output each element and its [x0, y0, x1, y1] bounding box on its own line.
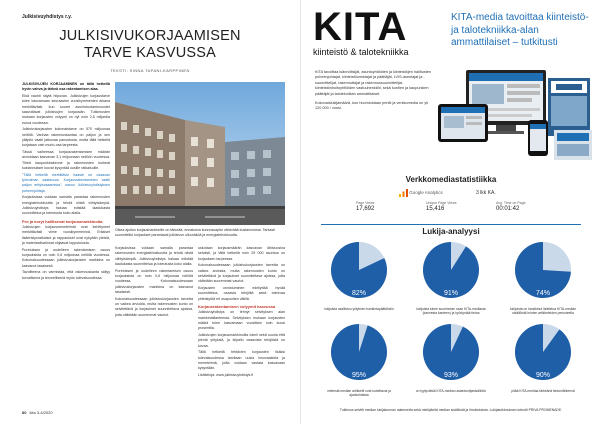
quote-paragraph: "Tällä hetkellä merkittävin haaste on osaavan työvoiman saatavuus. Korjausrakentaminen vaatii paljon erityisosaamista", sanoo Julkisivuyhdistyksen puheenjohtaja. [22, 172, 110, 193]
paragraph: Julkisivujen korjausmarkkinoilla toimii sekä suuria että pieniä yrityksiä, ja kilpailu osaavista tekijöistä on kovaa. [198, 332, 285, 348]
paragraph: Eikä vauhti näytä hiipuvan. Julkisivujen korjaustarve tulee kasvamaan seuraavien vuosikymmenten aikana merkittävästi, kun suuret asuntotuotantovuodet saavuttavat julkisivujen korjausiän. Tutkimusten mukaan korjausten volyymi on nyt noin 2,6 miljardia euroa vuodessa. [22, 94, 110, 125]
metric-label: Unique Page Views [426, 201, 457, 205]
metric-page-views [356, 201, 416, 212]
kita-logo [313, 5, 443, 57]
metric-avg-time [496, 201, 556, 212]
byline: TEKSTI: SINNA TAPANI-KARPPINEN [110, 68, 190, 73]
pie-percent-label: 95% [351, 372, 367, 379]
metric-value: 15,416 [426, 206, 445, 212]
metric-unique-page-views [426, 201, 486, 212]
pie-5 [411, 322, 491, 393]
issue-label: kita 3-4/2020 [29, 410, 53, 415]
tagline: KITA-media tavoittaa kiinteistö- ja talotekniikka-alan ammattilaiset – tutkitusti [451, 12, 589, 48]
paragraph: Puretuksen ja uudelleen rakentamisen osuus korjauksista on noin 0,6 miljoonaa neliötä vuodessa. Kokonaisuudessaan julkisivukorjausten markkina on kasvanut tasaisesti. [22, 247, 110, 268]
logo-wordmark: KITA [313, 5, 408, 49]
media-devices-image [438, 70, 596, 162]
pie-chart-82 [329, 240, 389, 300]
logo-subtitle: kiinteistö & talotekniikka [313, 47, 409, 57]
paragraph: Julkisivukorjausten kokonaistarve on 570 miljoonaa neliötä. Vanhaa rakennuskantaa on paljon ja sen ylläpito vaatii jatkuvaa panostusta, mutta tällä hetkellä korjataan vain murto-osa tarpeesta. [22, 127, 110, 148]
metric-value: 00:01:42 [496, 206, 520, 212]
paragraph: Korjausten onnistuminen edellyttää hyvää suunnittelua, osaavia tekijöitä sekä toimivaa yhteistyötä eri osapuolten välillä. [198, 286, 285, 301]
intro-paragraph: Kokonaislukijamäärä, kun huomioidaan printti ja verkkomedia on yli 120 000 / vuosi. [315, 101, 428, 111]
article-column-middle [115, 246, 193, 406]
pie-chart-74 [513, 240, 573, 300]
pie-3 [503, 240, 583, 316]
headline-line-1: JULKISIVUKORJAAMISEN [59, 28, 241, 44]
paragraph: Tavoitteena on varmistaa, että rakennuskanta säilyy turvallisena ja terveellisenä myös tulevaisuudessa. [22, 270, 110, 280]
section-label: Julkisivuyhdistys r.y. [22, 14, 72, 20]
metric-label: Avg. Time on Page [496, 201, 526, 205]
pie-4 [319, 322, 399, 398]
paragraph: Julkisivuyhdistys on tehnyt selvityksen alan markkinatilanteesta. Selvityksen mukaan korjausten määrä tulee kasvamaan vuosittain noin kuusi prosenttia. [198, 310, 285, 331]
paragraph: Kokonaisuudessaan julkisivukorjausten tarvetta on vaikea arvioida, mutta rakennusten kunto on selvitettävä ja korjaukset suunniteltava ajoissa, jotta vältetään suuremmat vauriot. [198, 263, 285, 284]
pie-2 [411, 240, 491, 316]
paragraph: uskotaan korjausmäärän kasvavan lähivuosina selvästi, ja tällä hetkellä noin 25 000 asuntoa on korjauksen tarpeessa. [198, 246, 285, 261]
pie-description: lukijoista on hankkinut lisätietoa KITA-median sisällöistä lehden artikkeleiden perusteella [509, 307, 577, 316]
paragraph: Korjauksissa voidaan samalla parantaa rakennusten energiatehokkuutta ja tehdä niistä viihtyisämpiä. Julkisivuyhdistys haluaa edistää laadukasta suunnittelua ja toteutusta koko alalla. [115, 246, 193, 266]
analytics-icon [399, 189, 408, 197]
pie-percent-label: 90% [535, 372, 551, 379]
pie-chart-95 [329, 322, 389, 382]
paragraph: Puretuksen ja uudelleen rakentamisen osuus korjauksista on noin 0,6 miljoonaa neliötä vuodessa. Kokonaisuudessaan julkisivukorjausten markkina on kasvanut tasaisesti. [115, 268, 193, 294]
pie-description: lukijoista lukee suurimman osan KITA-mediasta (kannesta kanteen) ja hyödyntää tietoa [416, 307, 486, 316]
pie-chart-90 [513, 322, 573, 382]
google-analytics-row [301, 188, 600, 198]
pie-chart-91 [421, 240, 481, 300]
metric-label: Page Views [356, 201, 375, 205]
research-note: Tutkimus selvitti median lukijakunnan rakennetta sekä mielipiteitä median sisällöstä ja ilmoituksista. Lukijatutkimuksen toteutti PRIVA PROMENADE. [339, 408, 563, 412]
right-page [300, 0, 600, 424]
paragraph: Korjauksissa voidaan samalla parantaa rakennusten energiatehokkuutta ja tehdä niistä viihtyisämpiä. Julkisivuyhdistys haluaa edistää laadukasta suunnittelua ja toteutusta koko alalla. [22, 195, 110, 216]
page-number: 80 [22, 410, 27, 415]
headline-line-2: TARVE KASVUSSA [83, 45, 216, 61]
paragraph: Julkisivujen korjausmenetelmät ovat kehittyneet merkittävästi viime vuosikymmeninä. Erilaiset lisäeristysratkaisut ja rappaukset ovat nykyään yleisiä, ja materiaalivalinnat ohjaavat lopputulosta. [22, 224, 110, 245]
web-stats-title: Verkkomediastatistiikka [405, 175, 497, 184]
reader-analysis-title: Lukija-analyysi [422, 227, 480, 236]
subheading: Pro ja koryt hallitsevat korjausmarkkinoita [22, 218, 103, 224]
pie-percent-label: 74% [535, 290, 551, 297]
devices-illustration [438, 70, 596, 162]
pie-description: on tyytyväisiä KITA-median asiantuntijasisältöön [415, 389, 487, 393]
pie-description: mielestä median artikkelit ovat luotettavia ja ajankohtaisia [327, 389, 391, 398]
headline [0, 28, 300, 62]
pie-percent-label: 82% [351, 290, 367, 297]
pie-percent-label: 93% [443, 372, 459, 379]
intro-text [315, 70, 433, 116]
pie-description: pitää KITA-mediaa tärkeänä tiedonlähteenä [511, 389, 575, 393]
paragraph: Kokonaisuudessaan julkisivukorjausten tarvetta on vaikea arvioida, mutta rakennusten kunto on selvitettävä ja korjaukset suunniteltava ajoissa, jotta vältetään suuremmat vauriot. [115, 296, 193, 317]
google-analytics-period: 3 lkk KA. [476, 190, 496, 196]
lead-paragraph: JULKISIVUJEN KORJAAMINEN on tällä hetkellä hyvin vahva ja tärkeä osa rakentamisen alaa. [22, 82, 110, 92]
photo-caption: Oikea ajoitus korjaushankkeille on tärkeää; ennakoiva kunnossapito vähentää kustannuksia. Tarkasti suunnitellut korjaukset parantavat julkisivun ulkonäköä ja energiatehokkuutta. [115, 228, 275, 237]
google-analytics-label: Google Analytics [409, 190, 443, 196]
divider [321, 224, 581, 225]
page-footer [22, 410, 53, 415]
article-column-2 [198, 246, 285, 406]
pie-percent-label: 91% [443, 290, 459, 297]
google-analytics-logo [399, 189, 443, 197]
pie-chart-93 [421, 322, 481, 382]
paragraph: Tässä vaiheessa korjausrakentamisen määrän arvioidaan kasvavan 3,1 miljoonaan neliöön vuodessa. Tiheä kaupunkirakenne ja rakennusten korkeat kustannukset luovat kysyntää uusille ratkaisuille. [22, 150, 110, 170]
intro-paragraph: KITA tavoittaa isännöitsijät, asuntoyhtiöiden ja kiinteistöjen hallitusten puheenjohtajat, kiinteistöomistajat ja päättäjät, LVIS-asentajat ja -suunnittelijat, rakennuttajat ja rakennussuunnittelijat, kiinteistönhoitoyhtiöiden vastuuhenkilöt, sekä kuntien ja kaupunkien päättäjät ja talotekniikan ammattilaiset. [315, 70, 432, 96]
subheading: Korjausrakentamisen volyymit kasvussa [198, 303, 276, 309]
metrics-row [356, 201, 556, 221]
pie-1 [319, 240, 399, 311]
pie-description: lukijoista osallistuu yrityksen hankintapäätöksiin [324, 307, 394, 311]
building-photo [115, 82, 285, 225]
paragraph: Lisätietoja: www.julkisivuyhdistys.fi [198, 373, 254, 378]
article-column-1 [22, 82, 110, 406]
metric-value: 17,692 [356, 206, 375, 212]
paragraph: Tällä hetkellä tehtävien korjausten lisäksi tulevaisuudessa tarvitaan uusia innovaatioita ja menetelmiä, joilla voidaan vastata kasvavaan kysyntään. [198, 350, 285, 371]
pie-6 [503, 322, 583, 393]
building-illustration [115, 82, 285, 225]
